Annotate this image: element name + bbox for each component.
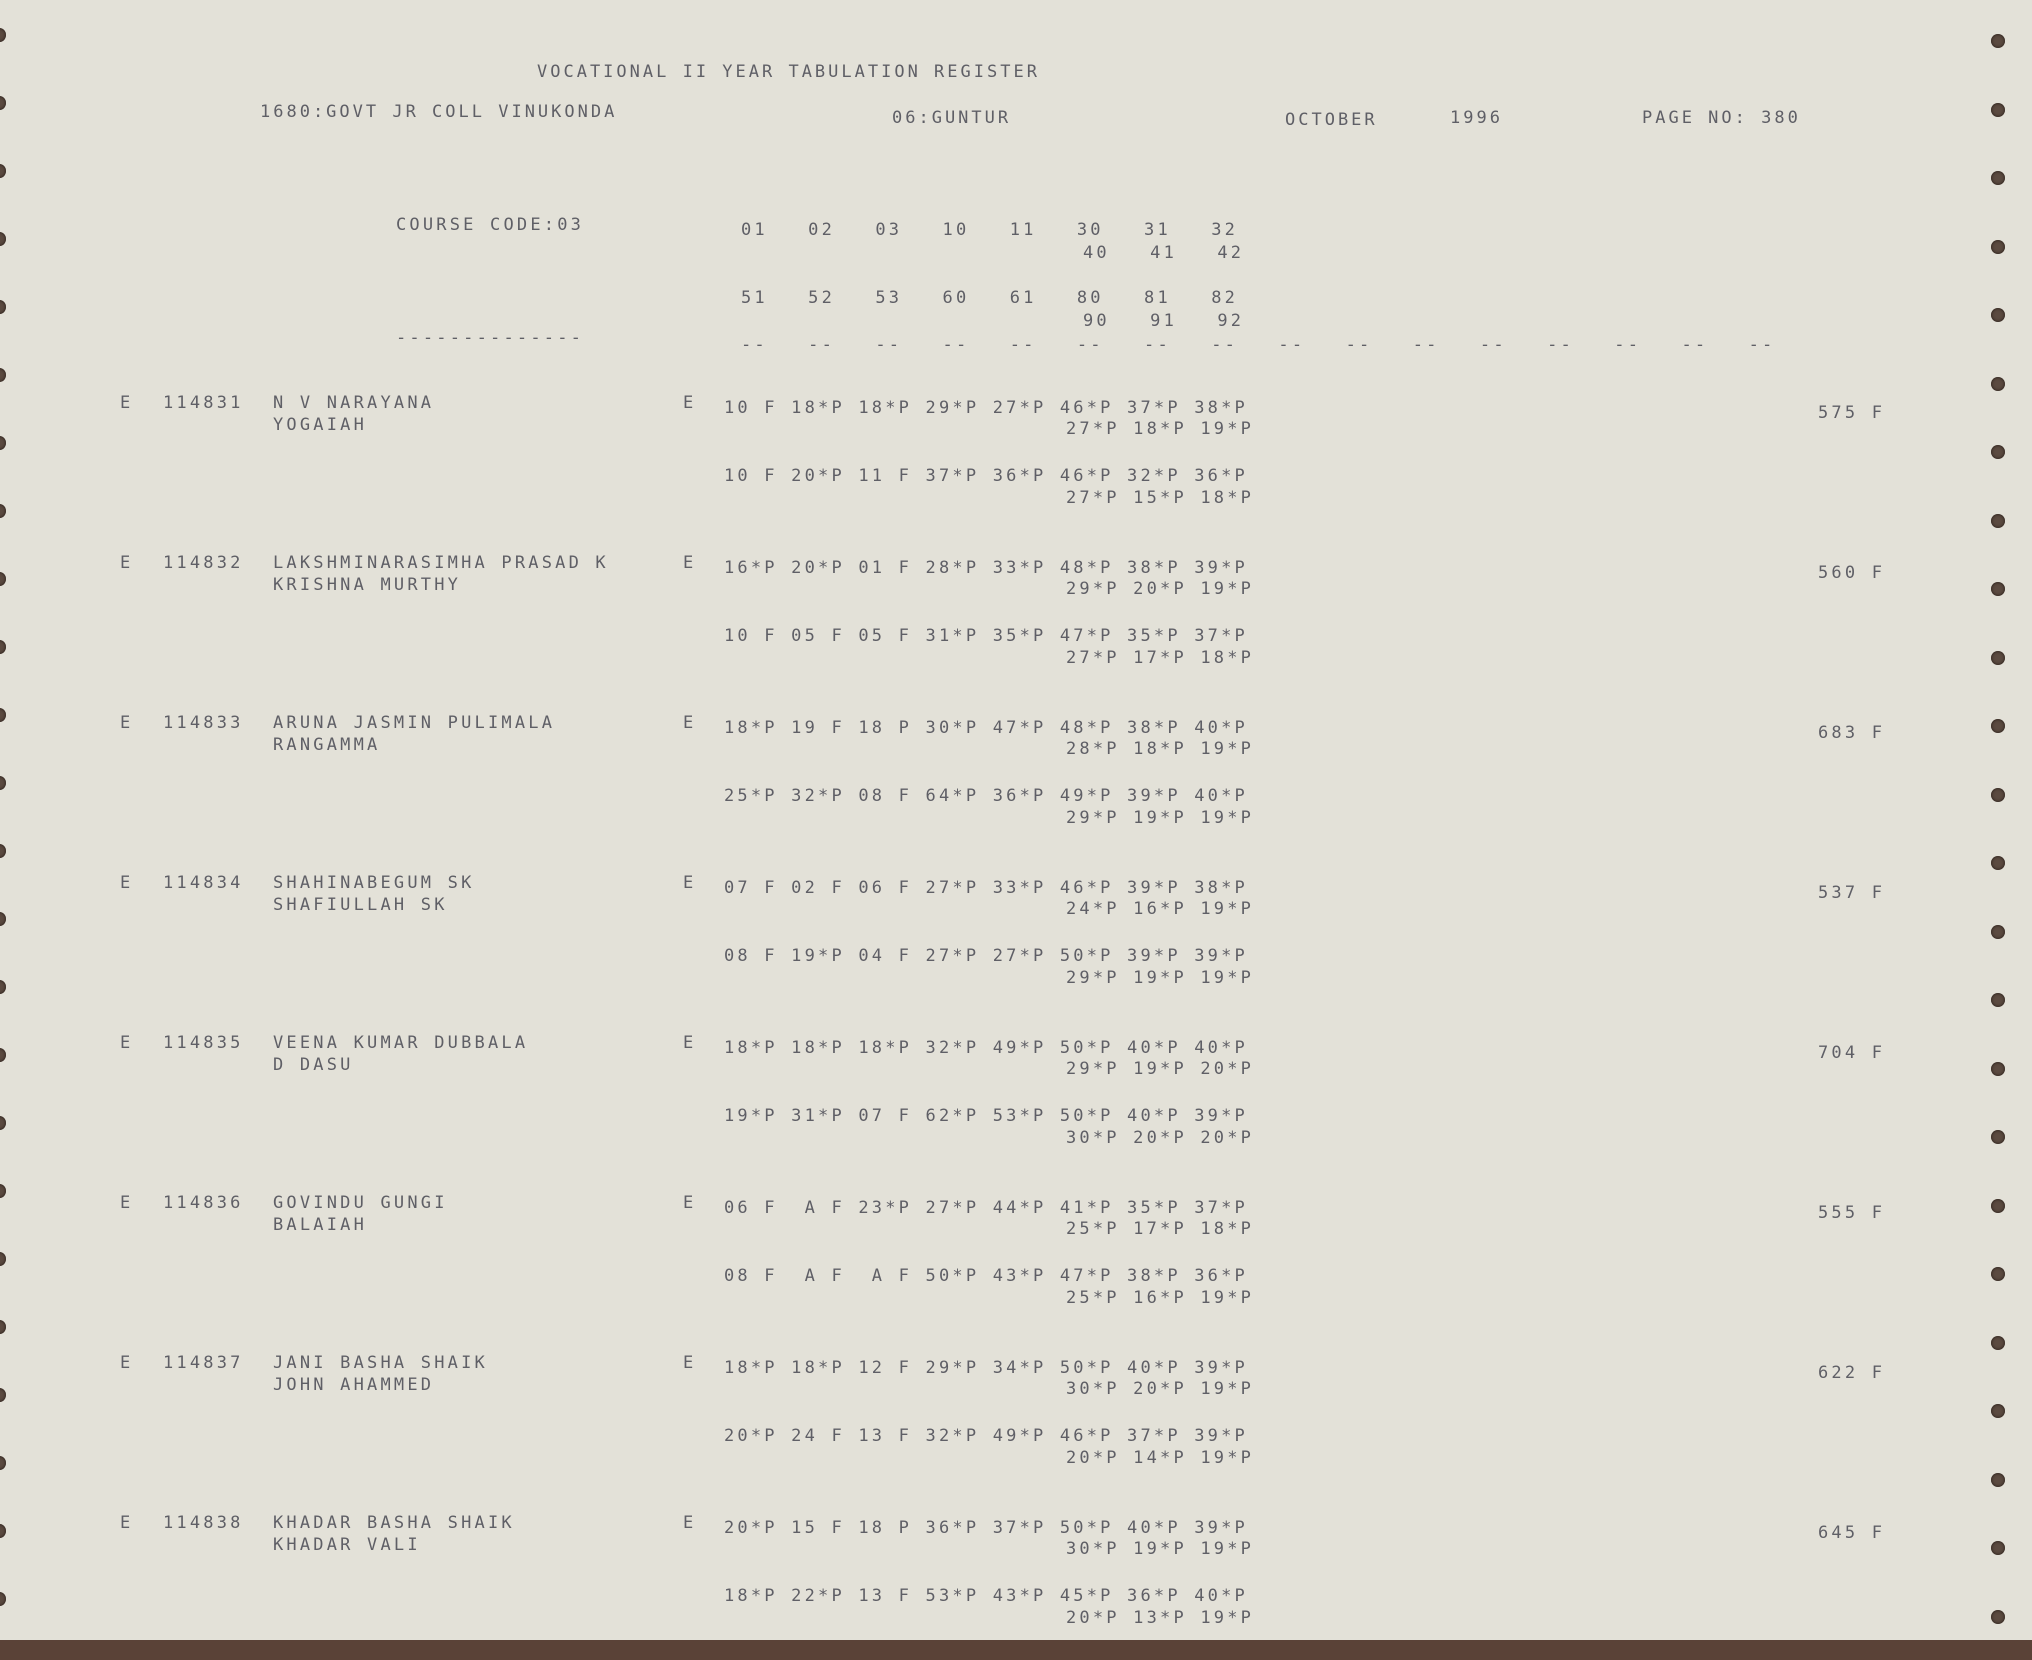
feed-hole — [1991, 1267, 2005, 1281]
hall-ticket-number: 114837 — [163, 1353, 244, 1373]
year1-marks-line2: 25*P 17*P 18*P — [1066, 1219, 1255, 1239]
parent-name: YOGAIAH — [273, 415, 368, 435]
feed-hole — [1991, 514, 2005, 528]
feed-hole — [1991, 103, 2005, 117]
record-flag: E — [683, 553, 697, 573]
parent-name: BALAIAH — [273, 1215, 368, 1235]
year2-marks-line1: 08 F 19*P 04 F 27*P 27*P 50*P 39*P 39*P — [724, 946, 1248, 966]
record-flag: E — [683, 1193, 697, 1213]
feed-hole — [1991, 925, 2005, 939]
feed-hole — [1991, 582, 2005, 596]
record-flag: E — [683, 873, 697, 893]
feed-hole — [0, 572, 6, 586]
feed-hole — [1991, 171, 2005, 185]
feed-hole — [1991, 1404, 2005, 1418]
year2-marks-line2: 20*P 13*P 19*P — [1066, 1608, 1255, 1628]
feed-hole — [0, 1320, 6, 1334]
record-code: E — [120, 1193, 134, 1213]
feed-hole — [1991, 719, 2005, 733]
feed-hole — [1991, 1199, 2005, 1213]
student-name: ARUNA JASMIN PULIMALA — [273, 713, 556, 733]
hall-ticket-number: 114831 — [163, 393, 244, 413]
grand-total: 537 F — [1818, 883, 1886, 903]
feed-hole — [0, 980, 6, 994]
feed-hole — [0, 504, 6, 518]
feed-hole — [0, 96, 6, 110]
parent-name: RANGAMMA — [273, 735, 381, 755]
student-name: LAKSHMINARASIMHA PRASAD K — [273, 553, 609, 573]
feed-hole — [1991, 377, 2005, 391]
feed-hole — [1991, 1610, 2005, 1624]
year1-marks-line2: 29*P 19*P 20*P — [1066, 1059, 1255, 1079]
tractor-feed-holes-left — [0, 0, 20, 1640]
feed-hole — [1991, 445, 2005, 459]
grand-total: 555 F — [1818, 1203, 1886, 1223]
record-flag: E — [683, 1353, 697, 1373]
year2-marks-line2: 27*P 17*P 18*P — [1066, 648, 1255, 668]
parent-name: D DASU — [273, 1055, 354, 1075]
grand-total: 704 F — [1818, 1043, 1886, 1063]
feed-hole — [1991, 1130, 2005, 1144]
year1-marks-line1: 10 F 18*P 18*P 29*P 27*P 46*P 37*P 38*P — [724, 398, 1248, 418]
feed-hole — [1991, 856, 2005, 870]
feed-hole — [0, 1184, 6, 1198]
column-dash-row: -- -- -- -- -- -- -- -- -- -- -- -- -- -- -- -- — [741, 335, 1776, 355]
grand-total: 645 F — [1818, 1523, 1886, 1543]
grand-total: 575 F — [1818, 403, 1886, 423]
subject-codes-row1: 01 02 03 10 11 30 31 32 — [741, 220, 1239, 240]
year1-marks-line1: 20*P 15 F 18 P 36*P 37*P 50*P 40*P 39*P — [724, 1518, 1248, 1538]
course-underline: -------------- — [396, 328, 585, 348]
feed-hole — [1991, 788, 2005, 802]
year1-marks-line2: 30*P 20*P 19*P — [1066, 1379, 1255, 1399]
year1-marks-line2: 24*P 16*P 19*P — [1066, 899, 1255, 919]
year2-marks-line1: 18*P 22*P 13 F 53*P 43*P 45*P 36*P 40*P — [724, 1586, 1248, 1606]
feed-hole — [1991, 651, 2005, 665]
year2-marks-line1: 08 F A F A F 50*P 43*P 47*P 38*P 36*P — [724, 1266, 1248, 1286]
record-code: E — [120, 873, 134, 893]
feed-hole — [1991, 240, 2005, 254]
feed-hole — [0, 1592, 6, 1606]
year1-marks-line1: 18*P 18*P 18*P 32*P 49*P 50*P 40*P 40*P — [724, 1038, 1248, 1058]
exam-year: 1996 — [1450, 108, 1503, 128]
year1-marks-line2: 30*P 19*P 19*P — [1066, 1539, 1255, 1559]
hall-ticket-number: 114838 — [163, 1513, 244, 1533]
hall-ticket-number: 114836 — [163, 1193, 244, 1213]
record-flag: E — [683, 1033, 697, 1053]
feed-hole — [0, 232, 6, 246]
feed-hole — [1991, 1336, 2005, 1350]
subject-codes-row1-second: 40 41 42 — [1083, 243, 1245, 263]
feed-hole — [0, 1456, 6, 1470]
student-name: N V NARAYANA — [273, 393, 435, 413]
year2-marks-line1: 19*P 31*P 07 F 62*P 53*P 50*P 40*P 39*P — [724, 1106, 1248, 1126]
parent-name: SHAFIULLAH SK — [273, 895, 448, 915]
year2-marks-line2: 30*P 20*P 20*P — [1066, 1128, 1255, 1148]
hall-ticket-number: 114834 — [163, 873, 244, 893]
student-name: SHAHINABEGUM SK — [273, 873, 475, 893]
year1-marks-line1: 06 F A F 23*P 27*P 44*P 41*P 35*P 37*P — [724, 1198, 1248, 1218]
year1-marks-line2: 29*P 20*P 19*P — [1066, 579, 1255, 599]
grand-total: 683 F — [1818, 723, 1886, 743]
year2-marks-line2: 27*P 15*P 18*P — [1066, 488, 1255, 508]
record-flag: E — [683, 713, 697, 733]
feed-hole — [1991, 308, 2005, 322]
feed-hole — [0, 912, 6, 926]
feed-hole — [0, 1252, 6, 1266]
student-name: JANI BASHA SHAIK — [273, 1353, 488, 1373]
exam-month: OCTOBER — [1285, 110, 1378, 130]
subject-codes-row2-second: 90 91 92 — [1083, 311, 1245, 331]
record-code: E — [120, 1513, 134, 1533]
record-flag: E — [683, 393, 697, 413]
year2-marks-line2: 20*P 14*P 19*P — [1066, 1448, 1255, 1468]
year1-marks-line2: 27*P 18*P 19*P — [1066, 419, 1255, 439]
year1-marks-line1: 07 F 02 F 06 F 27*P 33*P 46*P 39*P 38*P — [724, 878, 1248, 898]
year2-marks-line1: 20*P 24 F 13 F 32*P 49*P 46*P 37*P 39*P — [724, 1426, 1248, 1446]
feed-hole — [0, 1116, 6, 1130]
feed-hole — [0, 28, 6, 42]
year1-marks-line1: 18*P 18*P 12 F 29*P 34*P 50*P 40*P 39*P — [724, 1358, 1248, 1378]
record-code: E — [120, 553, 134, 573]
feed-hole — [1991, 34, 2005, 48]
year2-marks-line2: 29*P 19*P 19*P — [1066, 808, 1255, 828]
parent-name: KRISHNA MURTHY — [273, 575, 462, 595]
feed-hole — [1991, 1473, 2005, 1487]
parent-name: JOHN AHAMMED — [273, 1375, 435, 1395]
record-code: E — [120, 393, 134, 413]
year2-marks-line1: 25*P 32*P 08 F 64*P 36*P 49*P 39*P 40*P — [724, 786, 1248, 806]
grand-total: 560 F — [1818, 563, 1886, 583]
district-name: 06:GUNTUR — [892, 108, 1012, 128]
year2-marks-line2: 29*P 19*P 19*P — [1066, 968, 1255, 988]
hall-ticket-number: 114833 — [163, 713, 244, 733]
hall-ticket-number: 114832 — [163, 553, 244, 573]
feed-hole — [0, 776, 6, 790]
hall-ticket-number: 114835 — [163, 1033, 244, 1053]
feed-hole — [0, 368, 6, 382]
subject-codes-row2: 51 52 53 60 61 80 81 82 — [741, 288, 1239, 308]
record-flag: E — [683, 1513, 697, 1533]
student-name: VEENA KUMAR DUBBALA — [273, 1033, 529, 1053]
year2-marks-line1: 10 F 20*P 11 F 37*P 36*P 46*P 32*P 36*P — [724, 466, 1248, 486]
record-code: E — [120, 713, 134, 733]
year2-marks-line2: 25*P 16*P 19*P — [1066, 1288, 1255, 1308]
college-name: 1680:GOVT JR COLL VINUKONDA — [260, 102, 618, 122]
feed-hole — [0, 1048, 6, 1062]
feed-hole — [0, 164, 6, 178]
feed-hole — [0, 300, 6, 314]
student-name: GOVINDU GUNGI — [273, 1193, 448, 1213]
feed-hole — [0, 640, 6, 654]
feed-hole — [0, 1524, 6, 1538]
feed-hole — [1991, 1062, 2005, 1076]
feed-hole — [0, 1388, 6, 1402]
student-name: KHADAR BASHA SHAIK — [273, 1513, 515, 1533]
record-code: E — [120, 1033, 134, 1053]
year1-marks-line1: 18*P 19 F 18 P 30*P 47*P 48*P 38*P 40*P — [724, 718, 1248, 738]
year1-marks-line1: 16*P 20*P 01 F 28*P 33*P 48*P 38*P 39*P — [724, 558, 1248, 578]
record-code: E — [120, 1353, 134, 1373]
year1-marks-line2: 28*P 18*P 19*P — [1066, 739, 1255, 759]
feed-hole — [1991, 993, 2005, 1007]
tractor-feed-holes-right — [1985, 0, 2015, 1640]
grand-total: 622 F — [1818, 1363, 1886, 1383]
feed-hole — [0, 708, 6, 722]
feed-hole — [1991, 1541, 2005, 1555]
parent-name: KHADAR VALI — [273, 1535, 421, 1555]
register-title: VOCATIONAL II YEAR TABULATION REGISTER — [537, 62, 1040, 82]
page-number: PAGE NO: 380 — [1642, 108, 1801, 128]
year2-marks-line1: 10 F 05 F 05 F 31*P 35*P 47*P 35*P 37*P — [724, 626, 1248, 646]
feed-hole — [0, 844, 6, 858]
course-code-label: COURSE CODE:03 — [396, 215, 585, 235]
feed-hole — [0, 436, 6, 450]
bottom-edge — [0, 1640, 2032, 1660]
